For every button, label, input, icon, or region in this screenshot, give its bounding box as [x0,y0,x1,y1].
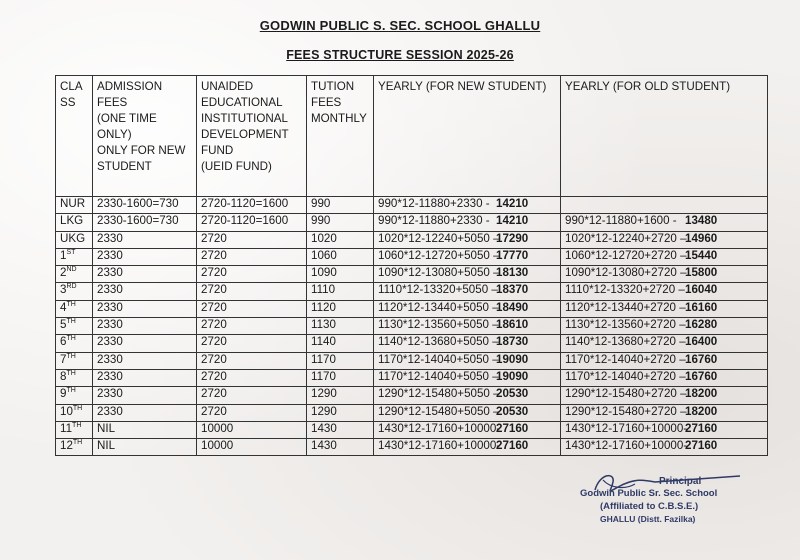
cell-ueid-fund: 2720 [197,404,307,421]
principal-label: Principal [659,476,702,487]
yearly-new-calc: 1290*12-15480+5050 – [378,404,500,418]
cell-yearly-old [561,352,768,369]
yearly-new-calc: 1170*12-14040+5050 – [378,352,499,366]
cell-class: 1ST [56,248,93,265]
class-suffix: ND [66,266,77,274]
yearly-old-calc: 1170*12-14040+2720 – [565,369,686,383]
cell-yearly-old [561,197,768,214]
yearly-old-total: 18200 [685,404,718,418]
yearly-old-total: 27160 [685,421,718,435]
principal-signature-stamp [575,468,775,548]
table-row [56,439,768,456]
yearly-old-total: 16160 [685,300,718,314]
table-row [56,300,768,317]
yearly-new-calc: 990*12-11880+2330 - [378,197,490,210]
cell-tuition-fees: 1430 [307,421,374,438]
yearly-new-calc: 1430*12-17160+10000- [378,439,501,453]
yearly-new-calc: 1170*12-14040+5050 – [378,369,499,383]
cell-yearly-old [561,248,768,265]
yearly-old-total: 15800 [685,266,718,280]
yearly-old-total: 16400 [685,335,718,349]
cell-tuition-fees: 1170 [307,369,374,386]
yearly-old-total: 14960 [685,231,718,245]
cell-yearly-old [561,318,768,335]
cell-ueid-fund: 2720 [197,266,307,283]
cell-ueid-fund: 2720 [197,318,307,335]
table-row [56,214,768,231]
cell-class: 6TH [56,335,93,352]
cell-yearly-new [374,214,561,231]
yearly-old-total: 15440 [685,248,718,262]
cell-admission-fees: 2330 [93,300,197,317]
cell-yearly-new [374,404,561,421]
header-admission-fees: ADMISSION FEES (ONE TIME ONLY) ONLY FOR NEW STUDENT [93,76,197,197]
cell-tuition-fees: 1110 [307,283,374,300]
yearly-old-calc: 1020*12-12240+2720 – [565,231,687,245]
cell-class: UKG [56,231,93,248]
yearly-new-total: 17770 [496,248,529,262]
stamp-affiliation: (Affiliated to C.B.S.E.) [600,501,699,512]
yearly-new-total: 18730 [496,335,529,349]
header-class: CLA SS [56,76,93,197]
cell-yearly-new [374,369,561,386]
cell-class: 9TH [56,387,93,404]
yearly-old-total: 16280 [685,318,718,332]
yearly-old-calc: 1110*12-13320+2720 – [565,283,685,297]
yearly-new-total: 27160 [496,421,529,435]
table-row [56,248,768,265]
table-row [56,404,768,421]
table-row [56,266,768,283]
table-row [56,387,768,404]
yearly-new-total: 27160 [496,439,529,453]
cell-ueid-fund: 2720-1120=1600 [197,197,307,214]
yearly-old-calc: 1060*12-12720+2720 – [565,248,687,262]
cell-tuition-fees: 1290 [307,387,374,404]
cell-yearly-old [561,439,768,456]
stamp-location: GHALLU (Distt. Fazilka) [600,514,696,524]
cell-ueid-fund: 2720 [197,335,307,352]
cell-admission-fees: 2330 [93,335,197,352]
class-suffix: TH [72,404,83,412]
cell-yearly-new [374,335,561,352]
yearly-old-calc: 1430*12-17160+10000- [565,421,688,435]
yearly-old-calc: 990*12-11880+1600 - [565,214,677,228]
cell-yearly-new [374,197,561,214]
stamp-school-name: Godwin Public Sr. Sec. School [580,488,718,499]
yearly-old-total: 27160 [685,439,718,453]
cell-yearly-new [374,387,561,404]
cell-yearly-new [374,439,561,456]
yearly-new-total: 14210 [496,197,529,210]
cell-yearly-new [374,421,561,438]
school-title: GODWIN PUBLIC S. SEC. SCHOOL GHALLU [259,18,541,33]
class-suffix: TH [66,352,76,360]
class-suffix: RD [66,283,77,291]
cell-tuition-fees: 1090 [307,266,374,283]
cell-yearly-new [374,352,561,369]
table-row [56,231,768,248]
header-ueid-fund: UNAIDED EDUCATIONAL INSTITUTIONAL DEVELOPMENT FUND (UEID FUND) [197,76,307,197]
yearly-new-calc: 1140*12-13680+5050 – [378,335,499,349]
class-suffix: TH [72,439,83,447]
yearly-new-total: 20530 [496,387,529,401]
yearly-old-calc: 1290*12-15480+2720 – [565,387,687,401]
yearly-new-calc: 1130*12-13560+5050 – [378,318,499,332]
class-suffix: TH [66,335,76,343]
cell-tuition-fees: 990 [307,214,374,231]
cell-ueid-fund: 2720-1120=1600 [197,214,307,231]
table-row [56,283,768,300]
cell-admission-fees: 2330 [93,248,197,265]
class-suffix: TH [66,318,76,326]
cell-ueid-fund: 2720 [197,369,307,386]
yearly-new-total: 19090 [496,369,529,383]
cell-yearly-old [561,266,768,283]
class-suffix: TH [66,300,76,308]
cell-class: 7TH [56,352,93,369]
cell-tuition-fees: 1020 [307,231,374,248]
class-suffix: TH [66,387,76,395]
yearly-new-total: 18490 [496,300,529,314]
header-yearly-old: YEARLY (FOR OLD STUDENT) [561,76,768,197]
yearly-old-calc: 1170*12-14040+2720 – [565,352,686,366]
cell-yearly-old [561,404,768,421]
cell-tuition-fees: 1130 [307,318,374,335]
cell-ueid-fund: 2720 [197,231,307,248]
cell-admission-fees: 2330 [93,404,197,421]
cell-ueid-fund: 2720 [197,248,307,265]
yearly-old-total: 16760 [685,369,718,383]
cell-admission-fees: 2330 [93,283,197,300]
yearly-old-total: 18200 [685,387,718,401]
table-row [56,335,768,352]
cell-yearly-old [561,283,768,300]
yearly-new-calc: 1090*12-13080+5050 – [378,266,500,280]
table-row [56,352,768,369]
yearly-new-calc: 990*12-11880+2330 - [378,214,490,228]
cell-ueid-fund: 2720 [197,283,307,300]
yearly-new-total: 18370 [496,283,529,297]
yearly-old-calc: 1140*12-13680+2720 – [565,335,686,349]
yearly-old-total: 16040 [685,283,718,297]
class-suffix: ST [66,248,76,256]
cell-yearly-old [561,300,768,317]
cell-yearly-new [374,231,561,248]
cell-admission-fees: 2330 [93,266,197,283]
yearly-new-calc: 1290*12-15480+5050 – [378,387,500,401]
yearly-old-calc: 1090*12-13080+2720 – [565,266,687,280]
cell-tuition-fees: 1430 [307,439,374,456]
cell-tuition-fees: 1060 [307,248,374,265]
cell-class: NUR [56,197,93,214]
cell-yearly-old [561,335,768,352]
cell-tuition-fees: 1140 [307,335,374,352]
yearly-new-total: 20530 [496,404,529,418]
yearly-new-calc: 1060*12-12720+5050 – [378,248,500,262]
yearly-old-calc: 1130*12-13560+2720 – [565,318,686,332]
cell-admission-fees: 2330 [93,318,197,335]
header-yearly-new: YEARLY (FOR NEW STUDENT) [374,76,561,197]
yearly-new-calc: 1120*12-13440+5050 – [378,300,499,314]
class-suffix: TH [72,421,82,429]
cell-yearly-new [374,266,561,283]
cell-yearly-new [374,248,561,265]
cell-admission-fees: 2330 [93,352,197,369]
yearly-old-calc: 1120*12-13440+2720 – [565,300,686,314]
cell-admission-fees: 2330-1600=730 [93,214,197,231]
cell-tuition-fees: 1290 [307,404,374,421]
cell-admission-fees: 2330-1600=730 [93,197,197,214]
yearly-new-total: 14210 [496,214,529,228]
cell-ueid-fund: 2720 [197,387,307,404]
cell-class: 8TH [56,369,93,386]
class-suffix: TH [66,369,76,377]
table-header-row [56,76,768,197]
yearly-new-calc: 1020*12-12240+5050 – [378,231,500,245]
yearly-old-total: 13480 [685,214,718,228]
fees-structure-title: FEES STRUCTURE SESSION 2025-26 [286,48,514,62]
cell-class: 5TH [56,318,93,335]
yearly-old-total: 16760 [685,352,718,366]
yearly-new-total: 19090 [496,352,529,366]
table-row [56,369,768,386]
cell-class: 12TH [56,439,93,456]
cell-admission-fees: NIL [93,439,197,456]
cell-tuition-fees: 1120 [307,300,374,317]
yearly-new-total: 18130 [496,266,529,280]
cell-class: 11TH [56,421,93,438]
cell-yearly-old [561,369,768,386]
cell-tuition-fees: 990 [307,197,374,214]
cell-yearly-new [374,283,561,300]
cell-ueid-fund: 10000 [197,439,307,456]
cell-admission-fees: 2330 [93,387,197,404]
cell-yearly-new [374,300,561,317]
table-row [56,421,768,438]
fees-table [55,75,768,456]
yearly-new-calc: 1430*12-17160+10000- [378,421,501,435]
cell-class: 2ND [56,266,93,283]
table-row [56,197,768,214]
cell-admission-fees: 2330 [93,369,197,386]
table-row [56,318,768,335]
cell-ueid-fund: 10000 [197,421,307,438]
yearly-new-total: 18610 [496,318,529,332]
cell-admission-fees: 2330 [93,231,197,248]
cell-ueid-fund: 2720 [197,352,307,369]
cell-admission-fees: NIL [93,421,197,438]
cell-yearly-old [561,387,768,404]
cell-yearly-old [561,214,768,231]
yearly-new-total: 17290 [496,231,529,245]
cell-yearly-old [561,231,768,248]
cell-class: 4TH [56,300,93,317]
cell-class: 10TH [56,404,93,421]
cell-tuition-fees: 1170 [307,352,374,369]
cell-ueid-fund: 2720 [197,300,307,317]
header-tuition-fees: TUTION FEES MONTHLY [307,76,374,197]
yearly-old-calc: 1430*12-17160+10000- [565,439,688,453]
cell-yearly-old [561,421,768,438]
cell-class: 3RD [56,283,93,300]
cell-class: LKG [56,214,93,231]
yearly-old-calc: 1290*12-15480+2720 – [565,404,687,418]
yearly-new-calc: 1110*12-13320+5050 – [378,283,498,297]
cell-yearly-new [374,318,561,335]
